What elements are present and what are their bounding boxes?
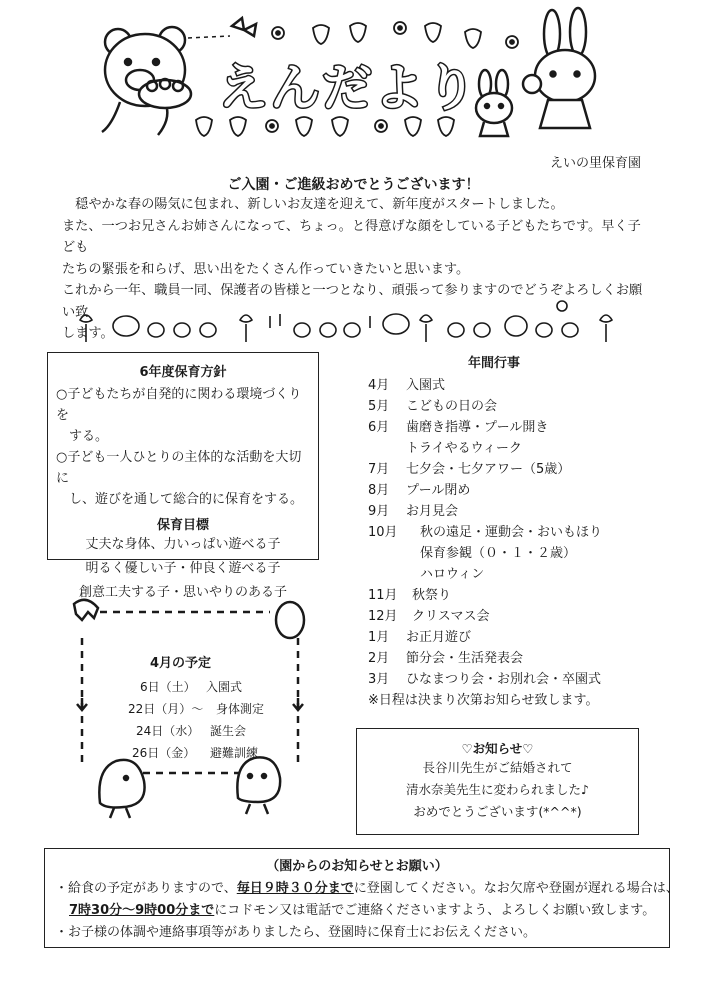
event-name: ひなまつり会・お別れ会・卒園式 — [406, 672, 602, 687]
rabbit-illustration — [523, 8, 595, 128]
notice-box — [356, 728, 639, 835]
event-month: 11月 — [368, 588, 398, 603]
event-month: 1月 — [368, 630, 390, 645]
childcare-policy-box — [47, 352, 319, 600]
event-row — [368, 500, 458, 519]
event-row — [420, 563, 484, 582]
event-month: 4月 — [368, 378, 390, 393]
event-row — [368, 605, 489, 624]
event-month: 3月 — [368, 672, 390, 687]
small-rabbit-illustration — [476, 70, 512, 136]
event-name: クリスマス会 — [412, 609, 490, 624]
april-date: 22日（月）～ — [128, 702, 204, 716]
request-text: に登園してください。なお欠席や登園が遅れる場合は、 — [353, 881, 679, 896]
event-row — [368, 626, 471, 645]
april-event: 誕生会 — [210, 724, 247, 738]
april-event: 入園式 — [206, 680, 243, 694]
april-row — [128, 700, 264, 717]
goals-title: 保育目標 — [156, 518, 209, 533]
request-line — [69, 899, 655, 918]
event-month: 10月 — [368, 525, 398, 540]
chick-illustration — [237, 757, 280, 814]
april-row — [140, 678, 242, 695]
school-name: えいの里保育園 — [549, 156, 641, 171]
april-row — [136, 722, 246, 739]
event-row — [368, 458, 570, 477]
greeting-line: たちの緊張を和らげ、思い出をたくさん作っていきたいと思います。 — [62, 261, 470, 277]
event-row — [368, 521, 602, 540]
policy-item: し、遊びを通して総合的に保育をする。 — [56, 492, 304, 507]
policy-title: 6年度保育方針 — [139, 365, 227, 380]
request-line: ・お子様の体調や連絡事項等がありましたら、登園時に保育士にお伝えください。 — [55, 925, 537, 940]
event-name: 秋の遠足・運動会・おいもほり — [420, 525, 603, 540]
event-name: お月見会 — [406, 504, 459, 519]
event-month: 12月 — [368, 609, 398, 624]
notice-title: ♡お知らせ♡ — [461, 741, 534, 756]
event-name: ハロウィン — [420, 567, 485, 582]
chick-illustration — [99, 760, 144, 818]
event-month: 7月 — [368, 462, 390, 477]
request-emphasis: 7時30分～9時00分まで — [69, 903, 215, 918]
bear-illustration — [102, 27, 191, 135]
event-row — [368, 437, 522, 456]
april-row — [132, 744, 258, 761]
greeting-title: ご入園・ご進級おめでとうございます！ — [227, 177, 480, 193]
april-event: 身体測定 — [216, 702, 265, 716]
event-name: お正月遊び — [406, 630, 472, 645]
requests-box — [44, 848, 679, 948]
event-name: トライやるウィーク — [406, 441, 522, 456]
greeting-line: 穏やかな春の陽気に包まれ、新しいお友達を迎えて、新年度がスタートしました。 — [62, 197, 564, 212]
goal-item: 明るく優しい子・仲良く遊べる子 — [85, 561, 281, 576]
event-name: 歯磨き指導・プール開き — [406, 420, 549, 435]
request-line — [55, 877, 679, 896]
april-event: 避難訓練 — [210, 746, 259, 760]
event-name: 入園式 — [406, 378, 446, 393]
notice-line: 長谷川先生がご結婚されて — [422, 760, 573, 775]
decorative-chick-tulip-border — [70, 296, 630, 348]
annual-events-title: 年間行事 — [468, 356, 521, 371]
event-row — [368, 668, 601, 687]
policy-item: する。 — [56, 429, 109, 444]
notice-line: 清水奈美先生に変わられました♪ — [406, 782, 589, 797]
event-name: こどもの日の会 — [406, 399, 498, 414]
request-text: にコドモン又は電話でご連絡くださいますよう、よろしくお願い致します。 — [214, 903, 656, 918]
request-emphasis: 毎日９時３０分まで — [236, 881, 354, 896]
event-row — [420, 542, 576, 561]
policy-item: ○子どもたちが自発的に関わる環境づくりを — [56, 387, 302, 423]
greeting-line: します。 — [62, 326, 114, 341]
event-row — [368, 416, 548, 435]
event-name: 七夕会・七夕アワー（5歳） — [406, 462, 571, 477]
goal-item: 創意工夫する子・思いやりのある子 — [78, 585, 287, 600]
event-month: 6月 — [368, 420, 390, 435]
notice-line: おめでとうございます(*^^*) — [413, 804, 582, 819]
event-month: 2月 — [368, 651, 390, 666]
event-row — [368, 395, 497, 414]
event-row — [368, 479, 470, 498]
event-row — [368, 584, 451, 603]
event-name: 節分会・生活発表会 — [406, 651, 524, 666]
policy-item: ○子ども一人ひとりの主体的な活動を大切に — [56, 450, 302, 486]
events-footnote: ※日程は決まり次第お知らせ致します。 — [368, 693, 599, 708]
april-date: 26日（金） — [132, 746, 196, 760]
event-month: 5月 — [368, 399, 390, 414]
april-date: 6日（土） — [140, 680, 196, 694]
event-month: 8月 — [368, 483, 390, 498]
april-schedule-title: 4月の予定 — [150, 656, 212, 671]
event-row — [368, 374, 445, 393]
greeting-line: これから一年、職員一同、保護者の皆様と一つとなり、頑張って参りますのでどうぞよろしくお願い致 — [62, 283, 643, 320]
greeting-line: また、一つお兄さんお姉さんになって、ちょっ。と得意げな顔をしている子どもたちです。早く子ども — [62, 218, 641, 255]
goal-item: 丈夫な身体、力いっぱい遊べる子 — [85, 537, 281, 552]
newsletter-title: えんだより — [218, 59, 478, 117]
april-date: 24日（水） — [136, 724, 200, 738]
request-text: ・給食の予定がありますので、 — [55, 881, 237, 896]
requests-title: （園からのお知らせとお願い） — [266, 859, 448, 874]
event-row — [368, 647, 523, 666]
event-name: プール閉め — [406, 483, 471, 498]
event-name: 秋祭り — [412, 588, 452, 603]
event-name: 保育参観（０・１・２歳） — [420, 546, 577, 561]
event-month: 9月 — [368, 504, 390, 519]
